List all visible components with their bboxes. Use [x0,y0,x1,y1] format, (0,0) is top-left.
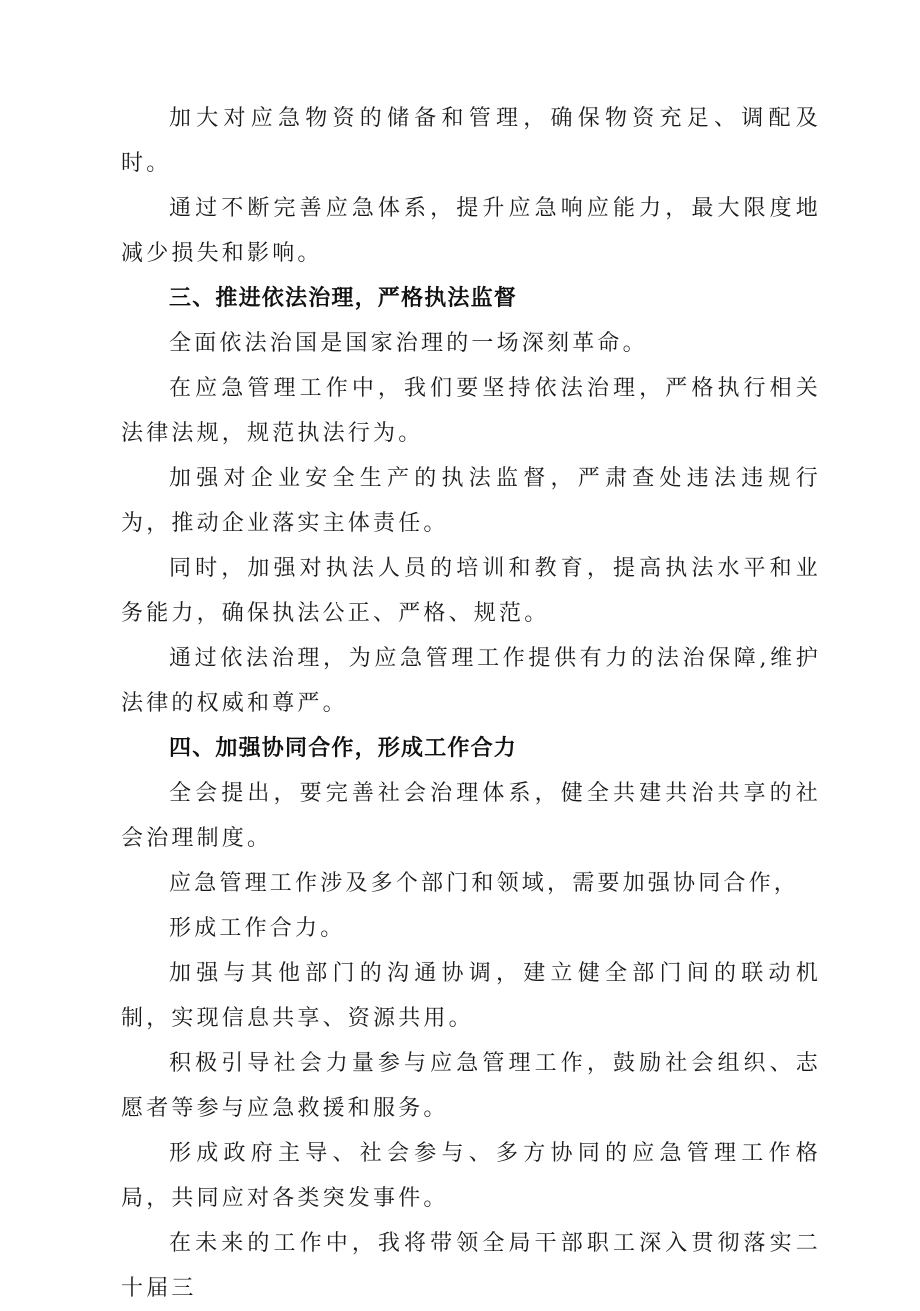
paragraph: 形成政府主导、社会参与、多方协同的应急管理工作格局，共同应对各类突发事件。 [121,1141,821,1211]
paragraph: 应急管理工作涉及多个部门和领域，需要加强协同合作， [169,871,800,896]
paragraph: 同时，加强对执法人员的培训和教育，提高执法水平和业务能力，确保执法公正、严格、规范。 [121,556,821,626]
paragraph: 形成工作合力。 [169,916,346,941]
paragraph: 在未来的工作中，我将带领全局干部职工深入贯彻落实二十届三 [121,1231,821,1301]
paragraph: 通过依法治理，为应急管理工作提供有力的法治保障,维护法律的权威和尊严。 [121,646,821,716]
section-heading: 四、加强协同合作，形成工作合力 [169,736,518,761]
document-body [121,96,821,1311]
paragraph: 积极引导社会力量参与应急管理工作，鼓励社会组织、志愿者等参与应急救援和服务。 [121,1051,821,1121]
paragraph: 加强与其他部门的沟通协调，建立健全部门间的联动机制，实现信息共享、资源共用。 [121,961,821,1031]
paragraph: 加大对应急物资的储备和管理，确保物资充足、调配及时。 [121,106,821,176]
paragraph: 全会提出，要完善社会治理体系，健全共建共治共享的社会治理制度。 [121,781,821,851]
section-heading: 三、推进依法治理，严格执法监督 [169,286,518,311]
paragraph: 在应急管理工作中，我们要坚持依法治理，严格执行相关法律法规，规范执法行为。 [121,376,821,446]
paragraph: 加强对企业安全生产的执法监督，严肃查处违法违规行为，推动企业落实主体责任。 [121,466,821,536]
paragraph: 全面依法治国是国家治理的一场深刻革命。 [169,331,648,356]
paragraph: 通过不断完善应急体系，提升应急响应能力，最大限度地减少损失和影响。 [121,196,821,266]
